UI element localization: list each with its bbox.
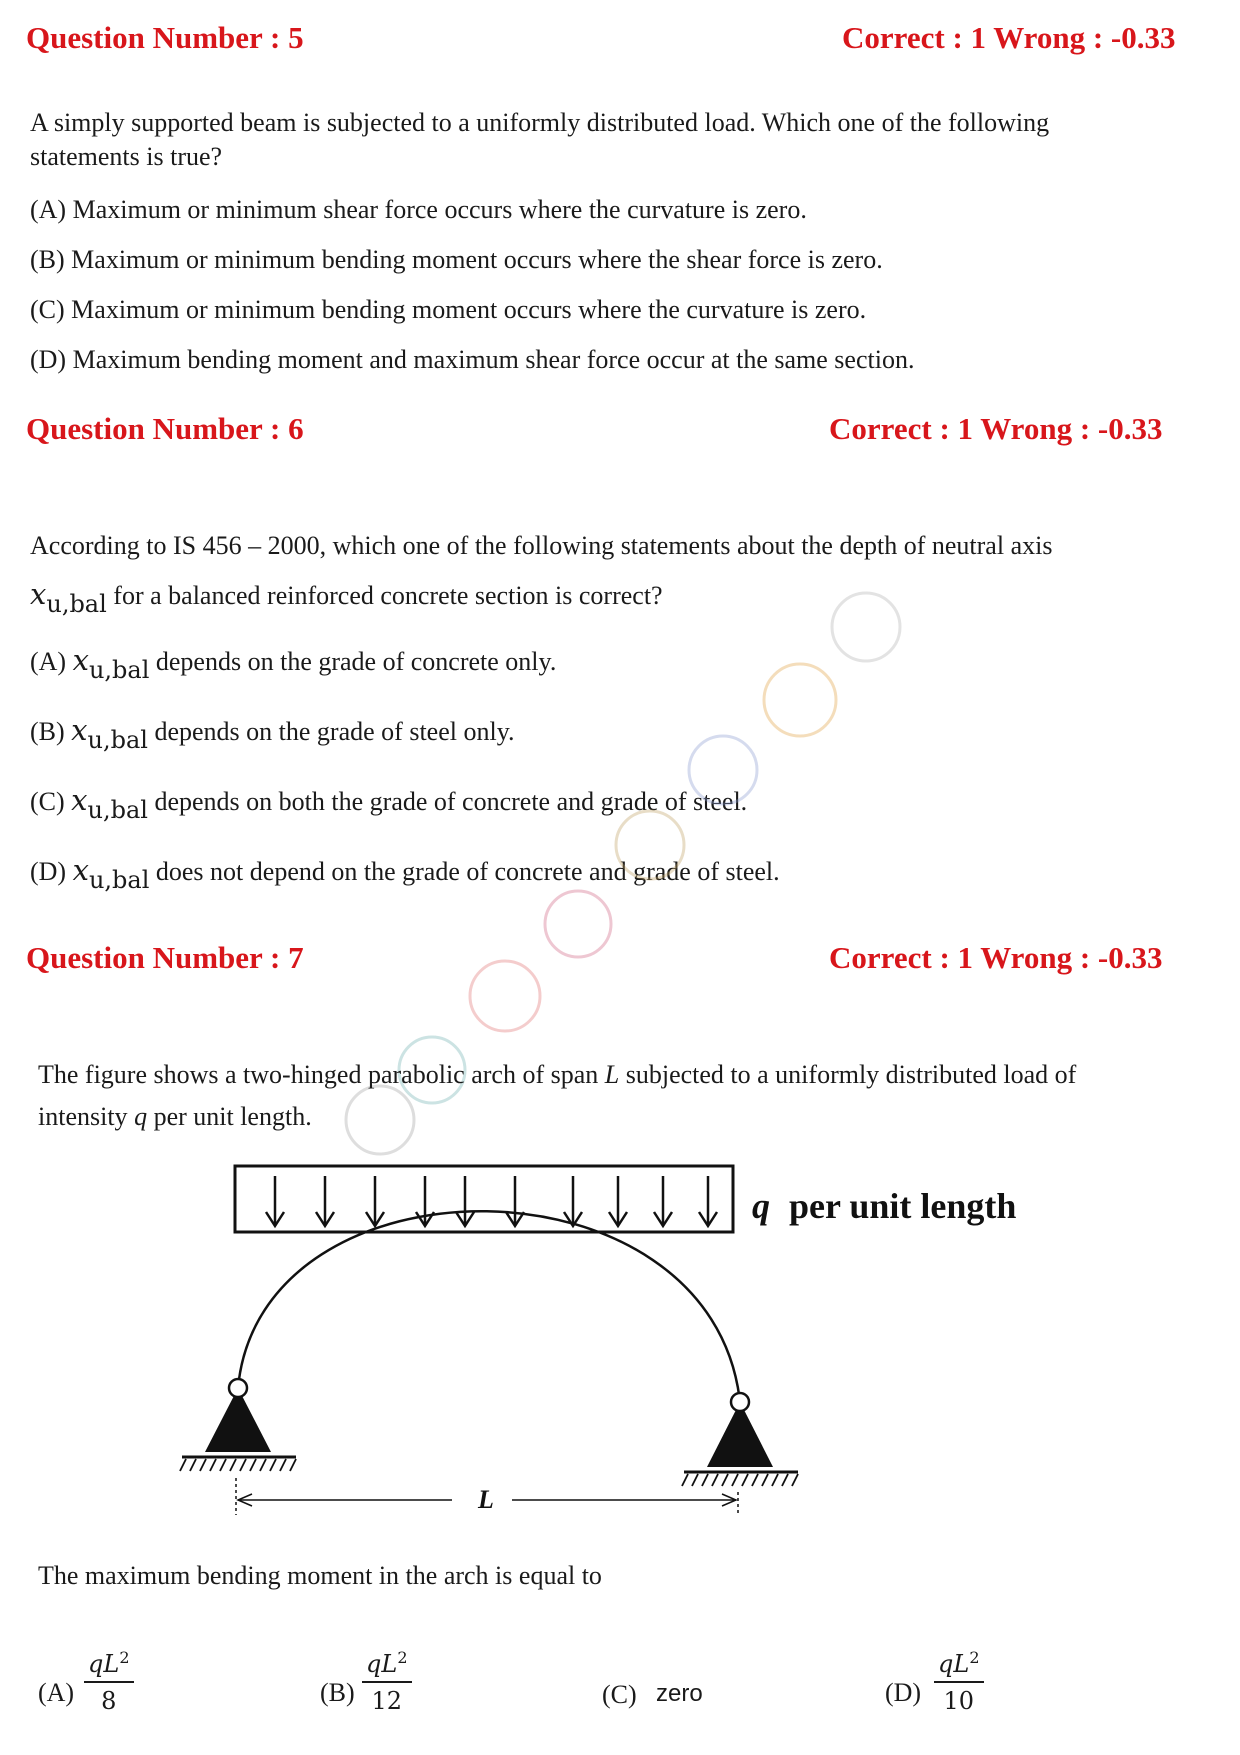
- load-arrow: [316, 1176, 334, 1226]
- load-arrows: [266, 1176, 717, 1226]
- question-7-prompt: The maximum bending moment in the arch is equal to: [38, 1561, 602, 1590]
- load-arrow: [609, 1176, 627, 1226]
- load-arrow: [564, 1176, 582, 1226]
- marks-scheme: Correct : 1 Wrong : -0.33: [842, 20, 1176, 55]
- load-arrow: [366, 1176, 384, 1226]
- load-arrow: [506, 1176, 524, 1226]
- load-box: [235, 1166, 733, 1232]
- left-hinge-icon: [229, 1379, 247, 1397]
- question-number: Question Number : 7: [26, 940, 304, 975]
- span-label: L: [478, 1485, 494, 1514]
- q6-option-d[interactable]: (D) xu,bal does not depend on the grade of concrete and grade of steel.: [30, 853, 780, 894]
- q5-option-a[interactable]: (A) Maximum or minimum shear force occurs where the curvature is zero.: [30, 195, 807, 224]
- fraction: $\frac{qL^2}{10}$: [934, 1648, 984, 1715]
- load-arrow: [699, 1176, 717, 1226]
- q6-option-a[interactable]: (A) xu,bal depends on the grade of concrete only.: [30, 643, 557, 684]
- question-text-line: A simply supported beam is subjected to a uniformly distributed load. Which one of the following: [30, 108, 1050, 137]
- load-label: q per unit length: [752, 1186, 1017, 1226]
- q6-option-c[interactable]: (C) xu,bal depends on both the grade of concrete and grade of steel.: [30, 783, 748, 824]
- marks-scheme: Correct : 1 Wrong : -0.33: [829, 411, 1163, 446]
- symbol-x: x: [30, 577, 47, 611]
- marks-scheme: Correct : 1 Wrong : -0.33: [829, 940, 1163, 975]
- fraction: $\frac{qL^2}{12}$: [362, 1648, 412, 1715]
- question-text-line: According to IS 456 – 2000, which one of the following statements about the depth of neutral axis: [30, 531, 1053, 560]
- arch-curve: [238, 1211, 740, 1402]
- q5-option-b[interactable]: (B) Maximum or minimum bending moment occurs where the shear force is zero.: [30, 245, 883, 274]
- load-arrow: [654, 1176, 672, 1226]
- question-text-line: The figure shows a two-hinged parabolic arch of span L subjected to a uniformly distributed load of: [38, 1060, 1077, 1089]
- load-arrow: [456, 1176, 474, 1226]
- left-ground-hatch: [180, 1459, 296, 1471]
- question-text-line: xu,bal for a balanced reinforced concrete section is correct?: [30, 577, 663, 618]
- question-text-line: intensity q per unit length.: [38, 1102, 312, 1131]
- right-hinge-icon: [731, 1393, 749, 1411]
- symbol-subscript: u,bal: [46, 590, 107, 618]
- load-arrow: [416, 1176, 434, 1226]
- fraction: $\frac{qL^2}{8}$: [84, 1648, 134, 1715]
- question-text-line: statements is true?: [30, 142, 223, 171]
- q5-option-d[interactable]: (D) Maximum bending moment and maximum shear force occur at the same section.: [30, 345, 915, 374]
- load-arrow: [266, 1176, 284, 1226]
- question-number: Question Number : 5: [26, 20, 304, 55]
- question-number: Question Number : 6: [26, 411, 304, 446]
- q5-option-c[interactable]: (C) Maximum or minimum bending moment occurs where the curvature is zero.: [30, 295, 867, 324]
- q6-option-b[interactable]: (B) xu,bal depends on the grade of steel only.: [30, 713, 515, 754]
- right-ground-hatch: [682, 1474, 798, 1486]
